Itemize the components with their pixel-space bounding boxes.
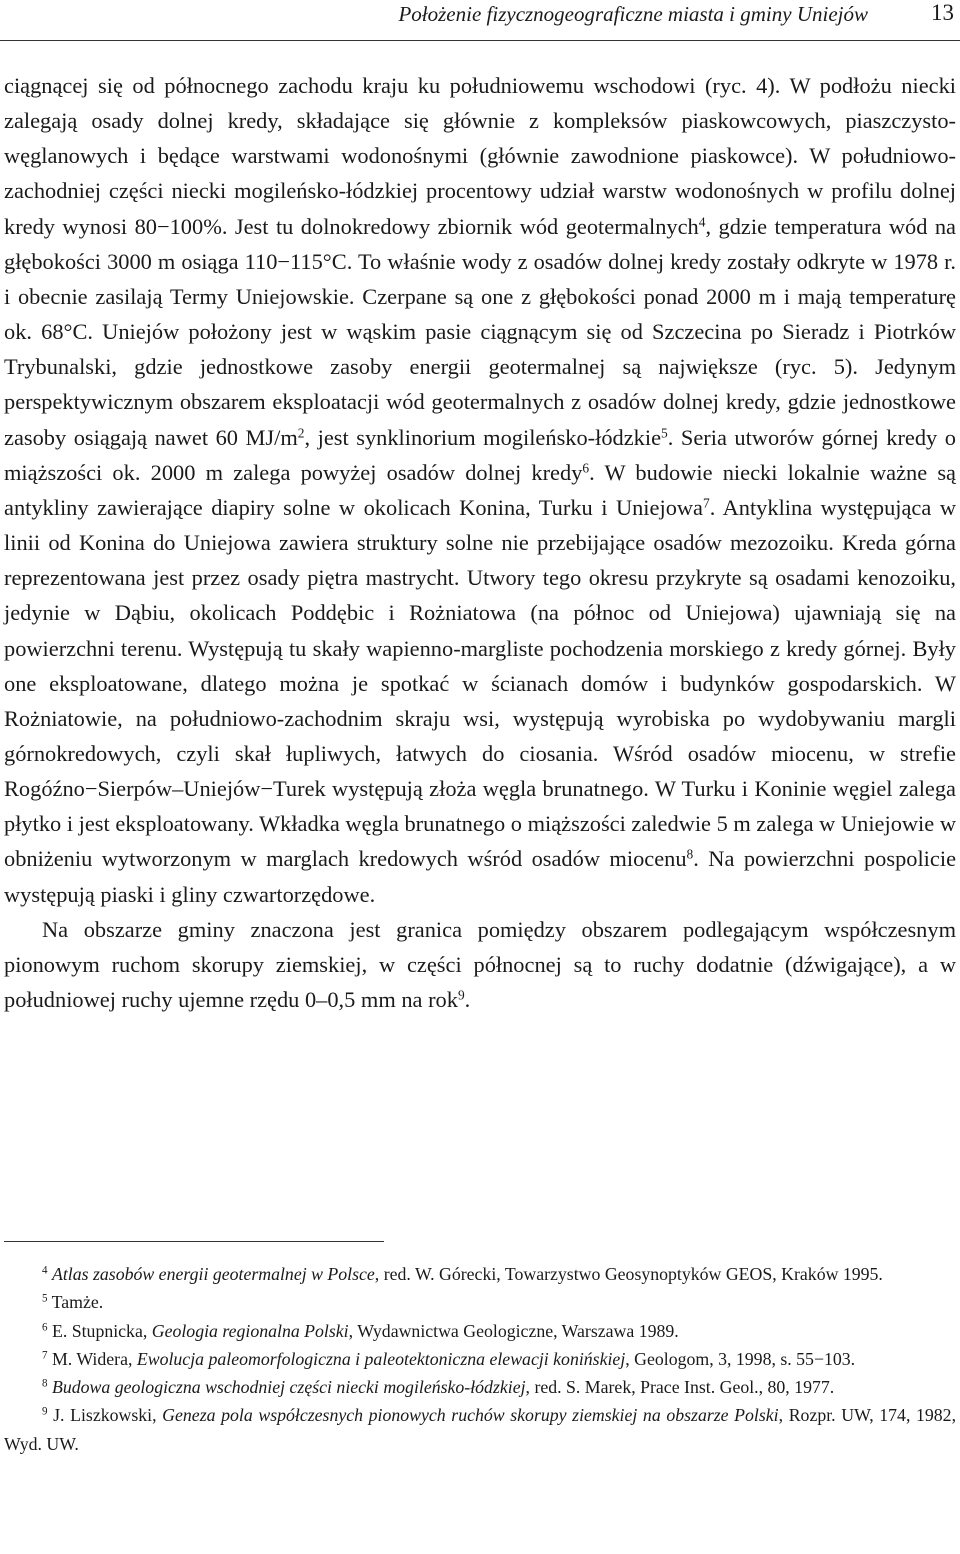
footnote-8 bbox=[4, 1373, 956, 1401]
footnote-ref-4[interactable]: 4 bbox=[698, 214, 706, 230]
header-rule bbox=[0, 40, 960, 41]
footnote-number: 9 bbox=[42, 1405, 48, 1418]
exponent: 2 bbox=[297, 425, 305, 441]
footnote-number: 5 bbox=[42, 1292, 48, 1305]
footnote-author: M. Widera, bbox=[51, 1348, 137, 1369]
text-run: . W budowie niecki lokalnie ważne są antykliny zawierające diapiry solne w okolicach Konina, Turku i Uniejowa bbox=[4, 459, 956, 520]
footnote-title: Geologia regionalna Polski bbox=[151, 1320, 349, 1341]
body-text bbox=[4, 68, 956, 1017]
running-header bbox=[0, 0, 960, 34]
footnote-title: Geneza pola współczesnych pionowych ruchów skorupy ziemskiej na obszarze Polski bbox=[162, 1405, 779, 1426]
footnote-text: , red. S. Marek, Prace Inst. Geol., 80, 1977. bbox=[525, 1377, 835, 1398]
footnote-ref-7[interactable]: 7 bbox=[703, 495, 710, 511]
footnote-title: Ewolucja paleomorfologiczna i paleotektoniczna elewacji konińskiej bbox=[136, 1348, 626, 1369]
text-run: . Na powierzchni pospolicie występują piaski i gliny czwartorzędowe. bbox=[4, 846, 957, 907]
footnote-6 bbox=[4, 1317, 956, 1345]
footnote-text: , red. W. Górecki, Towarzystwo Geosynoptyków GEOS, Kraków 1995. bbox=[374, 1264, 883, 1284]
running-title: Położenie fizycznogeograficzne miasta i gminy Uniejów bbox=[398, 2, 868, 26]
footnote-number: 7 bbox=[42, 1349, 48, 1362]
footnote-ref-8[interactable]: 8 bbox=[686, 847, 694, 863]
paragraph-2 bbox=[4, 912, 956, 1017]
paragraph-1 bbox=[4, 68, 956, 912]
text-run: , gdzie temperatura wód na głębokości 3000 m osiąga 110−115°C. To właśnie wody z osadów dolnej kredy zostały odkryte w 1978 r. i obecnie zasilają Termy Uniejowskie. Czerpane są one z głębokości ponad 2000 m i mają temperaturę ok. 68°C. Uniejów położony jest w wąskim pasie ciągnącym się od Szczecina po Sieradz i Piotrków Trybunalski, gdzie jednostkowe zasoby energii geotermalnej są największe (ryc. 5). Jedynym perspektywicznym obszarem eksploatacji wód geotermalnych z osadów dolnej kredy, gdzie jednostkowe zasoby osiągają nawet 60 MJ/m bbox=[4, 213, 956, 450]
footnote-rule bbox=[4, 1241, 384, 1242]
footnote-number: 8 bbox=[42, 1377, 48, 1390]
text-run: . Seria utworów górnej kredy o miąższości ok. 2000 m zalega powyżej osadów dolnej kredy bbox=[4, 424, 956, 485]
footnote-ref-6[interactable]: 6 bbox=[582, 460, 590, 476]
footnote-number: 6 bbox=[42, 1320, 48, 1333]
footnote-text: , Geologom, 3, 1998, s. 55−103. bbox=[625, 1348, 856, 1369]
footnote-author: E. Stupnicka, bbox=[51, 1320, 152, 1341]
footnote-text: , Wydawnictwa Geologiczne, Warszawa 1989. bbox=[348, 1320, 679, 1341]
text-run: ciągnącej się od północnego zachodu kraju ku południowemu wschodowi (ryc. 4). W podłożu niecki zalegają osady dolnej kredy, składające się głównie z kompleksów piaskowcowych, piaszczysto-węglanowych i będące warstwami wodonośnymi (głównie zawodnione piaskowce). W południowo-zachodniej części niecki mogileńsko-łódzkiej procentowy udział warstw wodonośnych w profilu dolnej kredy wynosi 80−100%. Jest tu dolnokredowy zbiornik wód geotermalnych bbox=[4, 73, 956, 239]
page-number: 13 bbox=[931, 0, 954, 25]
footnote-number: 4 bbox=[42, 1264, 48, 1277]
text-run: . Antyklina występująca w linii od Konina do Uniejowa zawiera struktury solne nie przebijające osadów mezozoiku. Kreda górna reprezentowana jest przez osady piętra mastrycht. Utwory tego okresu przykryte są osadami kenozoiku, jedynie w Dąbiu, okolicach Poddębic i Rożniatowa (na północ od Uniejowa) ujawniają się na powierzchni terenu. Występują tu skały wapienno-margliste pochodzenia morskiego z kredy górnej. Były one eksploatowane, dlatego można je spotkać w ścianach domów i budynków gospodarskich. W Rożniatowie, na południowo-zachodnim skraju wsi, występują wyrobiska po wydobywaniu margli górnokredowych, czyli skał łupliwych, łatwych do ciosania. Wśród osadów miocenu, w strefie Rogóźno−Sierpów–Uniejów−Turek występują złoża węgla brunatnego. W Turku i Koninie węgiel zalega płytko i jest eksploatowany. Wkładka węgla brunatnego o miąższości zaledwie 5 m zalega w Uniejowie w obniżeniu wytworzonym w marglach kredowych wśród osadów miocenu bbox=[4, 494, 956, 872]
text-run: Na obszarze gminy znaczona jest granica pomiędzy obszarem podlegającym współczesnym pionowym ruchom skorupy ziemskiej, w części północnej są to ruchy dodatnie (dźwigające), a w południowej ruchy ujemne rzędu 0–0,5 mm na rok bbox=[4, 916, 956, 1013]
footnote-title: Budowa geologiczna wschodniej części niecki mogileńsko-łódzkiej bbox=[51, 1377, 526, 1398]
footnote-text: , Rozpr. UW, 174, 1982, Wyd. UW. bbox=[4, 1405, 957, 1454]
text-run: . bbox=[464, 987, 471, 1013]
footnote-ref-5[interactable]: 5 bbox=[661, 425, 668, 441]
footnote-author: J. Liszkowski, bbox=[53, 1405, 163, 1426]
footnote-5 bbox=[4, 1288, 956, 1316]
footnote-4 bbox=[4, 1260, 956, 1288]
footnote-text: Tamże. bbox=[51, 1292, 104, 1313]
footnote-9 bbox=[4, 1401, 956, 1458]
footnotes bbox=[4, 1260, 956, 1458]
footnote-title: Atlas zasobów energii geotermalnej w Polsce bbox=[51, 1264, 375, 1284]
text-run: , jest synklinorium mogileńsko-łódzkie bbox=[304, 424, 662, 450]
footnote-7 bbox=[4, 1345, 956, 1373]
footnote-ref-9[interactable]: 9 bbox=[457, 987, 465, 1003]
